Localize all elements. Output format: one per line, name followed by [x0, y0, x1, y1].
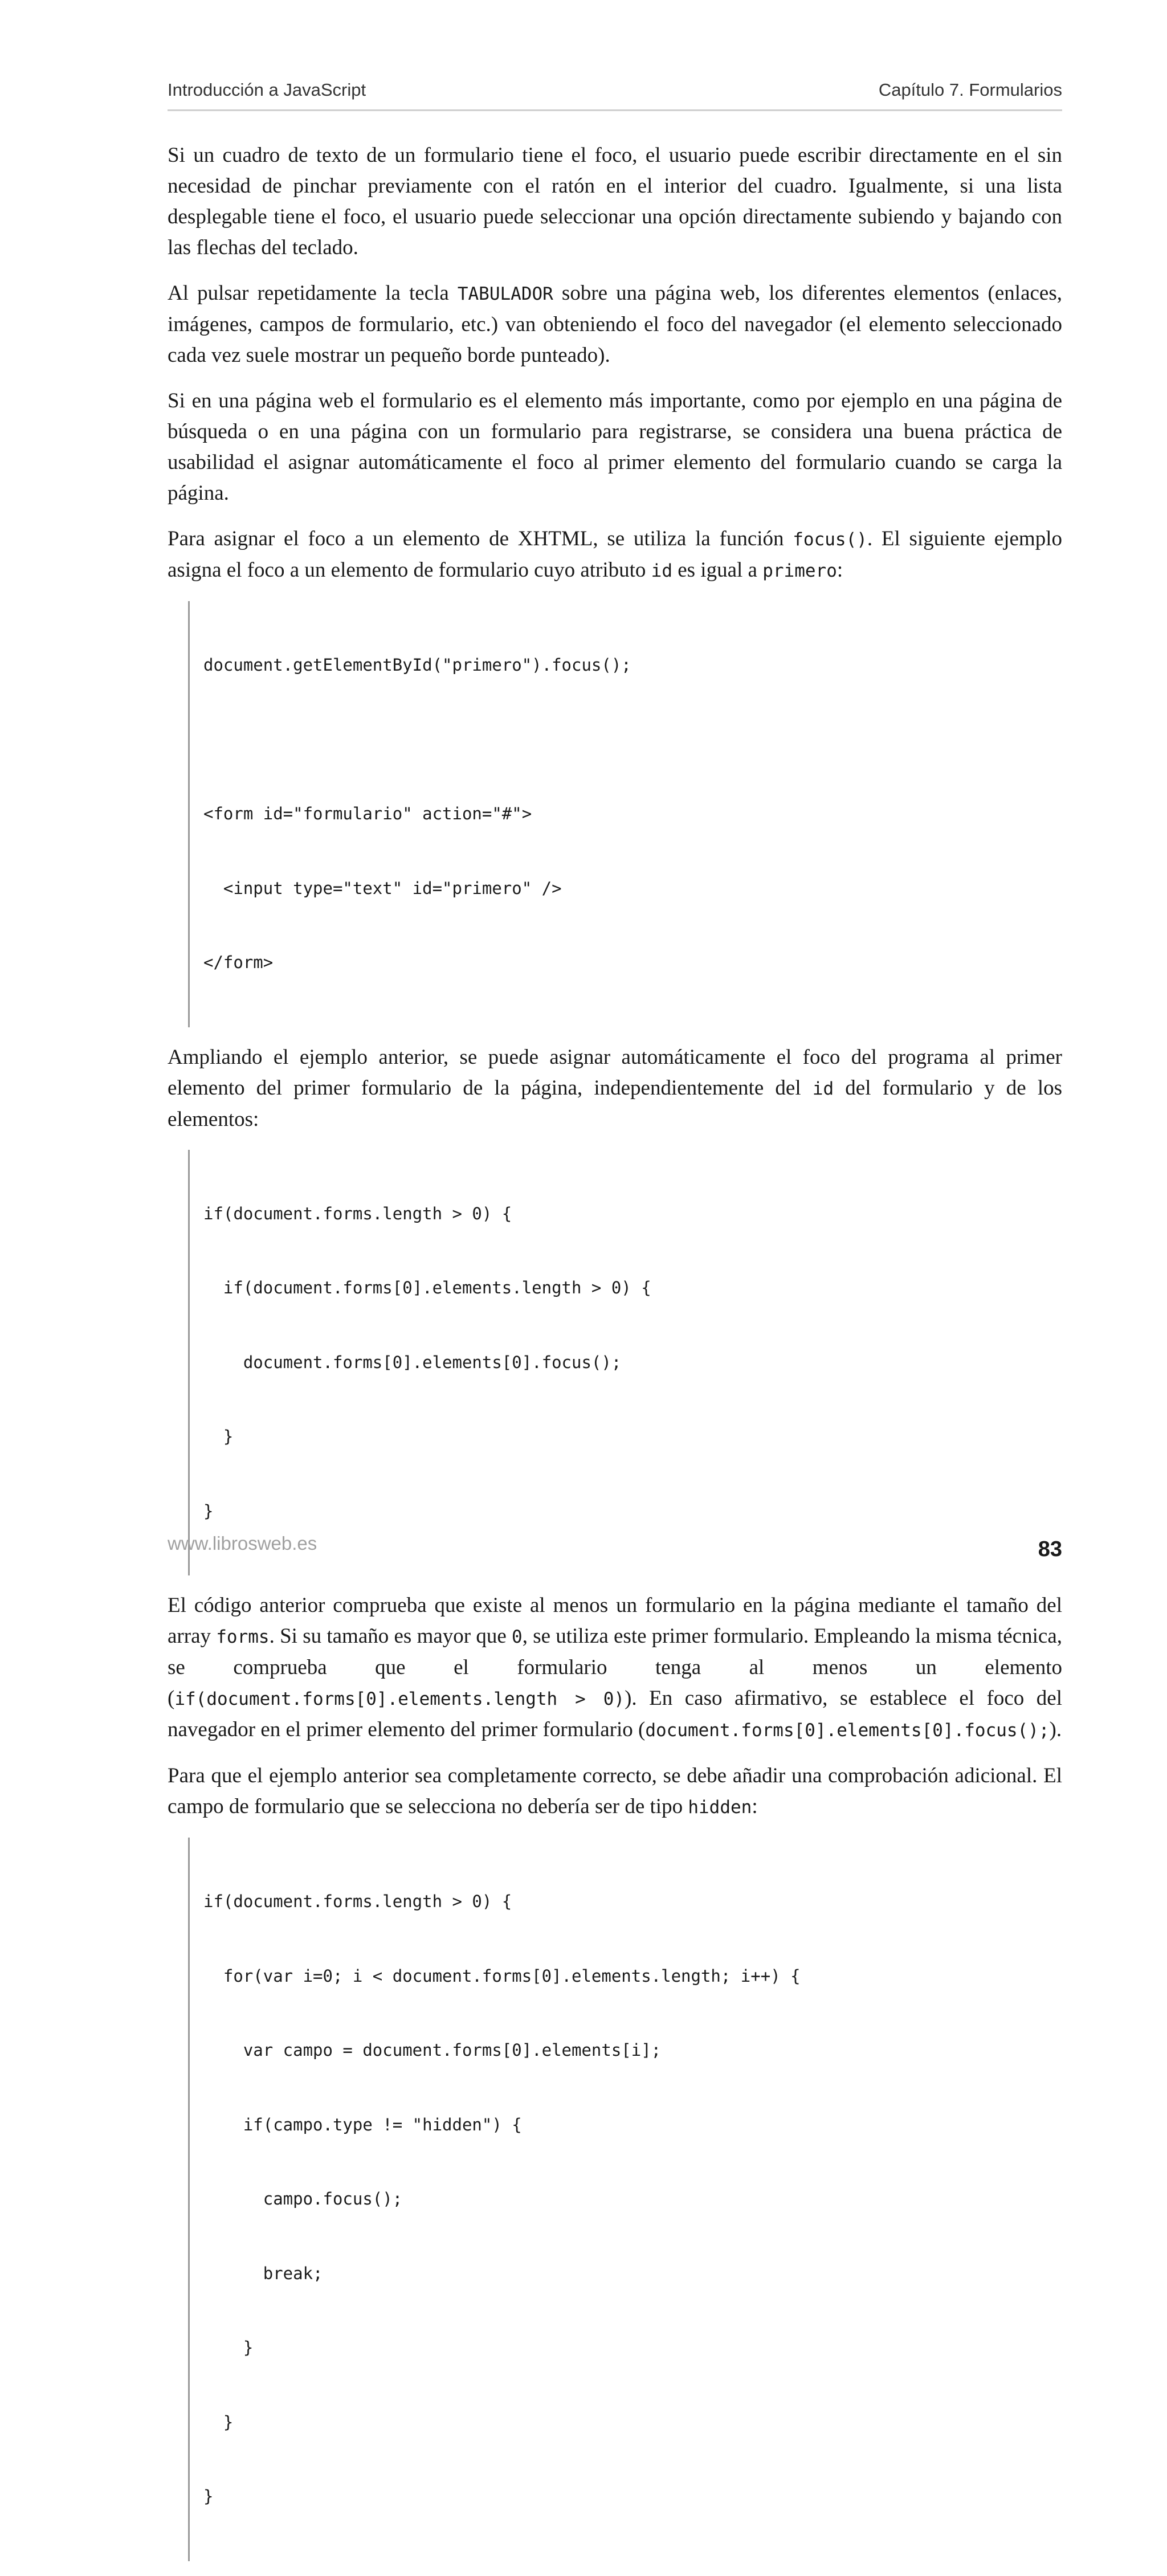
inline-code-zero: 0 [512, 1627, 523, 1647]
code-line [203, 728, 1062, 753]
paragraph-tab-key: Al pulsar repetidamente la tecla TABULADOR sobre una página web, los diferentes elementos (enlaces, imágenes, campos de formulario, etc.) van obteniendo el foco del navegador (el elemento seleccionado cada vez suele mostrar un pequeño borde punteado). [168, 281, 1062, 367]
code-line: if(document.forms.length > 0) { [203, 1892, 512, 1911]
code-block-focus-example [188, 601, 1062, 1027]
inline-code-tabulador: TABULADOR [457, 284, 553, 304]
paragraph-focus-function: Para asignar el foco a un elemento de XHTML, se utiliza la función focus(). El siguiente ejemplo asigna el foco a un elemento de formulario cuyo atributo id es igual a primero: [168, 527, 1062, 582]
paragraph-first-form: Ampliando el ejemplo anterior, se puede asignar automáticamente el foco del programa al primer elemento del primer formulario de la página, independientemente del id del formulario y de los elementos: [168, 1045, 1063, 1131]
code-line: } [203, 1427, 234, 1446]
code-line: <input type="text" id="primero" /> [203, 878, 562, 898]
code-line: campo.focus(); [203, 2189, 403, 2208]
code-block-hidden-loop [188, 1838, 1062, 2561]
code-line: } [203, 1501, 214, 1521]
code-line: var campo = document.forms[0].elements[i]; [203, 2040, 662, 2060]
inline-code-focus: focus() [793, 529, 867, 550]
paragraph-hidden-check: Para que el ejemplo anterior sea completamente correcto, se debe añadir una comprobación adicional. El campo de formulario que se selecciona no debería ser de tipo hidden: [168, 1764, 1062, 1818]
code-line: if(campo.type != "hidden") { [203, 2114, 522, 2134]
code-line: for(var i=0; i < document.forms[0].elements.length; i++) { [203, 1966, 801, 1986]
paragraph-explanation: El código anterior comprueba que existe al menos un formulario en la página mediante el tamaño del array forms. Si su tamaño es mayor que 0, se utiliza este primer formulario. Empleando la misma técnica, se comprueba que el formulario tenga al menos un elemento (if(document.forms[0].elements.length > 0)). En caso afirmativo, se establece el foco del navegador en el primer elemento del primer formulario (document.forms[0].elements[0].focus();). [168, 1594, 1063, 1741]
inline-code-primero: primero [762, 561, 837, 581]
inline-code-hidden: hidden [688, 1797, 752, 1818]
code-line: } [203, 2412, 234, 2432]
inline-code-id: id [651, 561, 672, 581]
code-line: } [203, 2487, 214, 2506]
code-line: <form id="formulario" action="#"> [203, 804, 532, 823]
page-content [168, 140, 1062, 2576]
running-header [168, 80, 1062, 111]
code-line: </form> [203, 953, 274, 972]
code-line: if(document.forms.length > 0) { [203, 1203, 512, 1223]
page-number: 83 [1038, 1537, 1062, 1561]
paragraph-focus-intro: Si un cuadro de texto de un formulario tiene el foco, el usuario puede escribir directamente en el sin necesidad de pinchar previamente con el ratón en el interior del cuadro. Igualmente, si una lista desplegable tiene el foco, el usuario puede seleccionar una opción directamente subiendo y bajando con las flechas del teclado. [168, 144, 1062, 259]
inline-code-forms: forms [216, 1627, 270, 1647]
inline-code-id: id [812, 1078, 834, 1099]
code-line: document.getElementById("primero").focus(); [203, 655, 631, 675]
inline-code-focus-call: document.forms[0].elements[0].focus(); [645, 1720, 1050, 1741]
inline-code-length-check: if(document.forms[0].elements.length > 0) [174, 1689, 625, 1709]
code-line: document.forms[0].elements[0].focus(); [203, 1352, 622, 1372]
code-block-first-element [188, 1150, 1062, 1576]
code-line: if(document.forms[0].elements.length > 0) { [203, 1278, 651, 1297]
header-book-title: Introducción a JavaScript [168, 80, 366, 100]
paragraph-usability: Si en una página web el formulario es el elemento más importante, como por ejemplo en una página de búsqueda o en una página con un formulario para registrarse, se considera una buena práctica de usabilidad el asignar automáticamente el foco al primer elemento del formulario cuando se carga la página. [168, 389, 1062, 505]
code-line: break; [203, 2263, 323, 2283]
header-chapter-title: Capítulo 7. Formularios [878, 80, 1062, 100]
code-line: } [203, 2338, 254, 2357]
footer-website-link[interactable]: www.librosweb.es [168, 1533, 317, 1554]
